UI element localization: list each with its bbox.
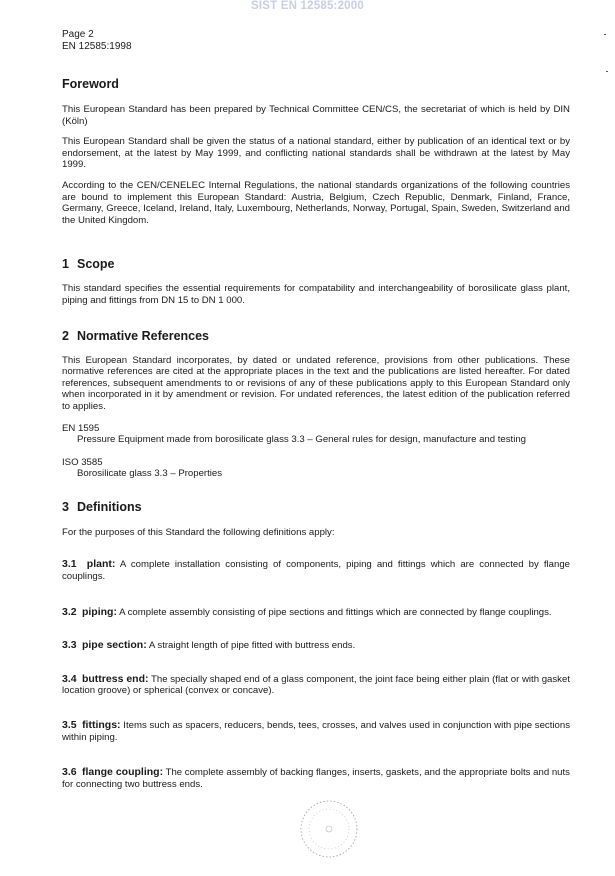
definition-term: buttress end:	[81, 672, 149, 685]
definitions-heading	[62, 500, 570, 515]
foreword-heading: Foreword	[62, 77, 119, 91]
definition-text: The specially shaped end of a glass component, the joint face being either plain (flat or with gasket location groove) or spherical (convex or concave).	[62, 673, 570, 697]
definition-text: A straight length of pipe fitted with buttress ends.	[148, 640, 356, 652]
definition-text: Items such as spacers, reducers, bends, tees, crosses, and valves used in conjunction with pipe sections within piping.	[62, 720, 570, 743]
scan-speck	[606, 71, 608, 72]
definition-term: fittings:	[82, 719, 121, 732]
stamp-seal-icon	[298, 798, 360, 860]
definition-number: 3.4	[62, 672, 77, 685]
reference-title: Pressure Equipment made from borosilicate glass 3.3 – General rules for design, manufacture and testing	[77, 434, 527, 446]
definition-number: 3.6	[62, 766, 77, 779]
reference-code: ISO 3585	[62, 456, 103, 468]
references-text: This European Standard incorporates, by dated or undated reference, provisions from other publications. These normative references are cited at the appropriate places in the text and the publications are listed hereafter. For dated references, subsequent amendments to or revisions of any of these publications apply to this European Standard only when incorporated in it by amendment or revision. For undated references, the latest edition of the publication referred to applies.	[62, 354, 570, 412]
foreword-paragraph: This European Standard has been prepared by Technical Committee CEN/CS, the secretariat of which is held by DIN (Köln)	[62, 104, 570, 127]
scope-text: This standard specifies the essential requirements for compatability and interchangeability of borosilicate glass plant, piping and fittings from DN 15 to DN 1 000.	[62, 283, 570, 306]
definition-number: 3.2	[62, 605, 77, 618]
definition-number: 3.1	[62, 558, 77, 571]
document-body	[62, 77, 570, 790]
reference-code: EN 1595	[62, 422, 100, 434]
definition-number: 3.5	[62, 719, 77, 732]
definitions-intro: For the purposes of this Standard the following definitions apply:	[62, 526, 335, 538]
section-number: 2	[62, 328, 69, 343]
definition-item	[62, 767, 570, 790]
definition-item	[62, 720, 570, 743]
definition-item	[62, 607, 570, 619]
definition-term: piping:	[81, 605, 117, 618]
definition-item	[62, 674, 570, 697]
definition-item	[62, 559, 570, 582]
section-number: 3	[62, 499, 69, 514]
page-number: Page 2	[62, 29, 94, 40]
foreword-paragraph: This European Standard shall be given the status of a national standard, either by publication of an identical text or by endorsement, at the latest by May 1999, and conflicting national standards shall be withdrawn at the latest by May 1999.	[62, 136, 570, 171]
definition-term: flange coupling:	[81, 766, 164, 779]
definition-term: pipe section:	[81, 639, 147, 652]
definition-item	[62, 640, 570, 652]
watermark: SIST EN 12585:2000	[251, 0, 364, 12]
reference-entry	[62, 457, 570, 480]
section-title: Scope	[77, 257, 115, 272]
definition-number: 3.3	[62, 639, 77, 652]
page-header	[62, 29, 132, 53]
definition-text: A complete installation consisting of components, piping and fittings which are connected by flange couplings.	[62, 559, 570, 583]
reference-entry	[62, 423, 570, 446]
scan-speck	[604, 34, 606, 35]
definition-text: A complete assembly consisting of pipe sections and fittings which are connected by flange couplings.	[119, 606, 552, 618]
foreword-paragraph: According to the CEN/CENELEC Internal Regulations, the national standards organizations of the following countries are bound to implement this European Standard: Austria, Belgium, Czech Republic, Denmark, Finland, France, Germany, Greece, Iceland, Ireland, Italy, Luxembourg, Netherlands, Norway, Portugal, Spain, Sweden, Switzerland and the United Kingdom.	[62, 179, 570, 226]
reference-title: Borosilicate glass 3.3 – Properties	[77, 468, 223, 480]
section-title: Definitions	[77, 499, 142, 514]
definition-text: The complete assembly of backing flanges, inserts, gaskets, and the appropriate bolts and nuts for connecting two buttress ends.	[62, 767, 570, 790]
scope-heading	[62, 257, 570, 272]
definition-term: plant:	[86, 558, 116, 571]
references-heading	[62, 329, 570, 344]
document-id: EN 12585:1998	[62, 41, 132, 52]
section-title: Normative References	[77, 328, 210, 343]
section-number: 1	[62, 257, 69, 272]
